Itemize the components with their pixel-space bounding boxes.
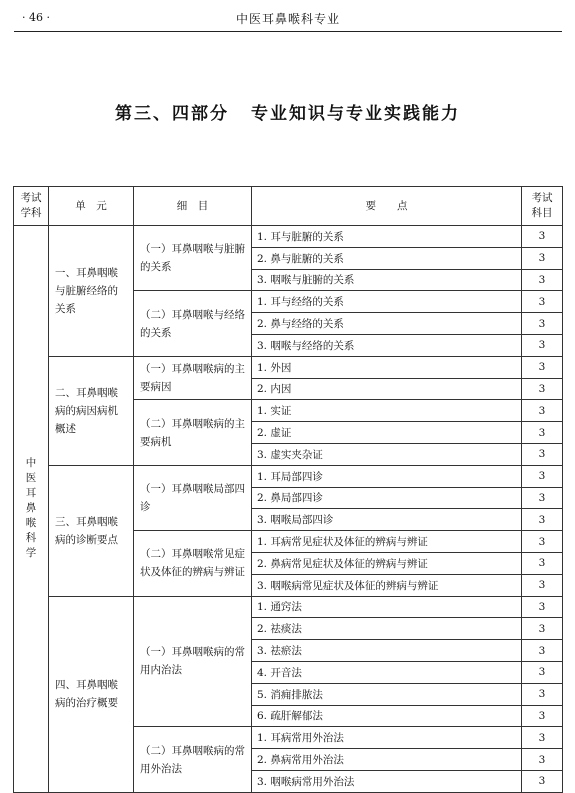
syllabus-table — [13, 186, 563, 793]
item-cell: （二）耳鼻咽喉与经络的关系 — [134, 291, 252, 356]
unit-cell: 四、耳鼻咽喉病的治疗概要 — [49, 596, 134, 792]
item-cell: （二）耳鼻咽喉常见症状及体征的辨病与辨证 — [134, 531, 252, 596]
point-cell: 2. 鼻病常用外治法 — [252, 749, 522, 771]
item-cell: （一）耳鼻咽喉与脏腑的关系 — [134, 226, 252, 291]
point-cell: 2. 鼻与脏腑的关系 — [252, 247, 522, 269]
item-cell: （一）耳鼻咽喉局部四诊 — [134, 465, 252, 530]
item-cell: （二）耳鼻咽喉病的常用外治法 — [134, 727, 252, 792]
point-cell: 1. 耳局部四诊 — [252, 465, 522, 487]
table-header-row — [14, 187, 563, 226]
item-cell: （一）耳鼻咽喉病的常用内治法 — [134, 596, 252, 727]
page-number: · 46 · — [22, 11, 50, 24]
point-cell: 6. 疏肝解郁法 — [252, 705, 522, 727]
point-cell: 2. 鼻与经络的关系 — [252, 313, 522, 335]
level-cell: 3 — [522, 400, 563, 422]
table-row — [14, 356, 563, 378]
point-cell: 2. 虚证 — [252, 422, 522, 444]
level-cell: 3 — [522, 378, 563, 400]
header-rule — [14, 31, 562, 32]
point-cell: 3. 咽喉病常见症状及体征的辨病与辨证 — [252, 574, 522, 596]
level-cell: 3 — [522, 727, 563, 749]
point-cell: 3. 咽喉与经络的关系 — [252, 334, 522, 356]
point-cell: 1. 耳与经络的关系 — [252, 291, 522, 313]
section-title-part: 第三、四部分 — [115, 104, 229, 124]
level-cell: 3 — [522, 465, 563, 487]
point-cell: 3. 咽喉与脏腑的关系 — [252, 269, 522, 291]
point-cell: 1. 外因 — [252, 356, 522, 378]
level-cell: 3 — [522, 313, 563, 335]
level-cell: 3 — [522, 422, 563, 444]
level-cell: 3 — [522, 509, 563, 531]
point-cell: 2. 祛痰法 — [252, 618, 522, 640]
level-cell: 3 — [522, 661, 563, 683]
point-cell: 3. 虚实夹杂证 — [252, 443, 522, 465]
table-row — [14, 596, 563, 618]
subject-cell: 中医耳鼻喉科学 — [14, 226, 49, 793]
section-title — [0, 99, 575, 124]
table-row — [14, 465, 563, 487]
running-head-title: 中医耳鼻喉科专业 — [235, 12, 340, 26]
point-cell: 1. 耳病常用外治法 — [252, 727, 522, 749]
level-cell: 3 — [522, 334, 563, 356]
level-cell: 3 — [522, 247, 563, 269]
level-cell: 3 — [522, 531, 563, 553]
header-level: 考试科目 — [522, 187, 563, 226]
point-cell: 1. 耳与脏腑的关系 — [252, 226, 522, 248]
header-unit: 单 元 — [49, 187, 134, 226]
unit-cell: 二、耳鼻咽喉病的病因病机概述 — [49, 356, 134, 465]
level-cell: 3 — [522, 770, 563, 792]
level-cell: 3 — [522, 705, 563, 727]
level-cell: 3 — [522, 269, 563, 291]
level-cell: 3 — [522, 443, 563, 465]
point-cell: 5. 消痈排脓法 — [252, 683, 522, 705]
point-cell: 2. 内因 — [252, 378, 522, 400]
point-cell: 1. 通窍法 — [252, 596, 522, 618]
unit-cell: 三、耳鼻咽喉病的诊断要点 — [49, 465, 134, 596]
level-cell: 3 — [522, 596, 563, 618]
table-row — [14, 226, 563, 248]
level-cell: 3 — [522, 574, 563, 596]
point-cell: 2. 鼻局部四诊 — [252, 487, 522, 509]
level-cell: 3 — [522, 226, 563, 248]
level-cell: 3 — [522, 487, 563, 509]
level-cell: 3 — [522, 749, 563, 771]
level-cell: 3 — [522, 618, 563, 640]
point-cell: 4. 开音法 — [252, 661, 522, 683]
table-body — [14, 226, 563, 793]
item-cell: （二）耳鼻咽喉病的主要病机 — [134, 400, 252, 465]
unit-cell: 一、耳鼻咽喉与脏腑经络的关系 — [49, 226, 134, 357]
section-title-subtitle: 专业知识与专业实践能力 — [251, 104, 460, 124]
header-item: 细 目 — [134, 187, 252, 226]
level-cell: 3 — [522, 640, 563, 662]
level-cell: 3 — [522, 291, 563, 313]
level-cell: 3 — [522, 552, 563, 574]
header-point: 要 点 — [252, 187, 522, 226]
point-cell: 1. 实证 — [252, 400, 522, 422]
point-cell: 2. 鼻病常见症状及体征的辨病与辨证 — [252, 552, 522, 574]
point-cell: 3. 咽喉病常用外治法 — [252, 770, 522, 792]
level-cell: 3 — [522, 356, 563, 378]
item-cell: （一）耳鼻咽喉病的主要病因 — [134, 356, 252, 400]
point-cell: 1. 耳病常见症状及体征的辨病与辨证 — [252, 531, 522, 553]
level-cell: 3 — [522, 683, 563, 705]
point-cell: 3. 祛瘀法 — [252, 640, 522, 662]
header-subject: 考试学科 — [14, 187, 49, 226]
page-header — [14, 9, 562, 31]
point-cell: 3. 咽喉局部四诊 — [252, 509, 522, 531]
